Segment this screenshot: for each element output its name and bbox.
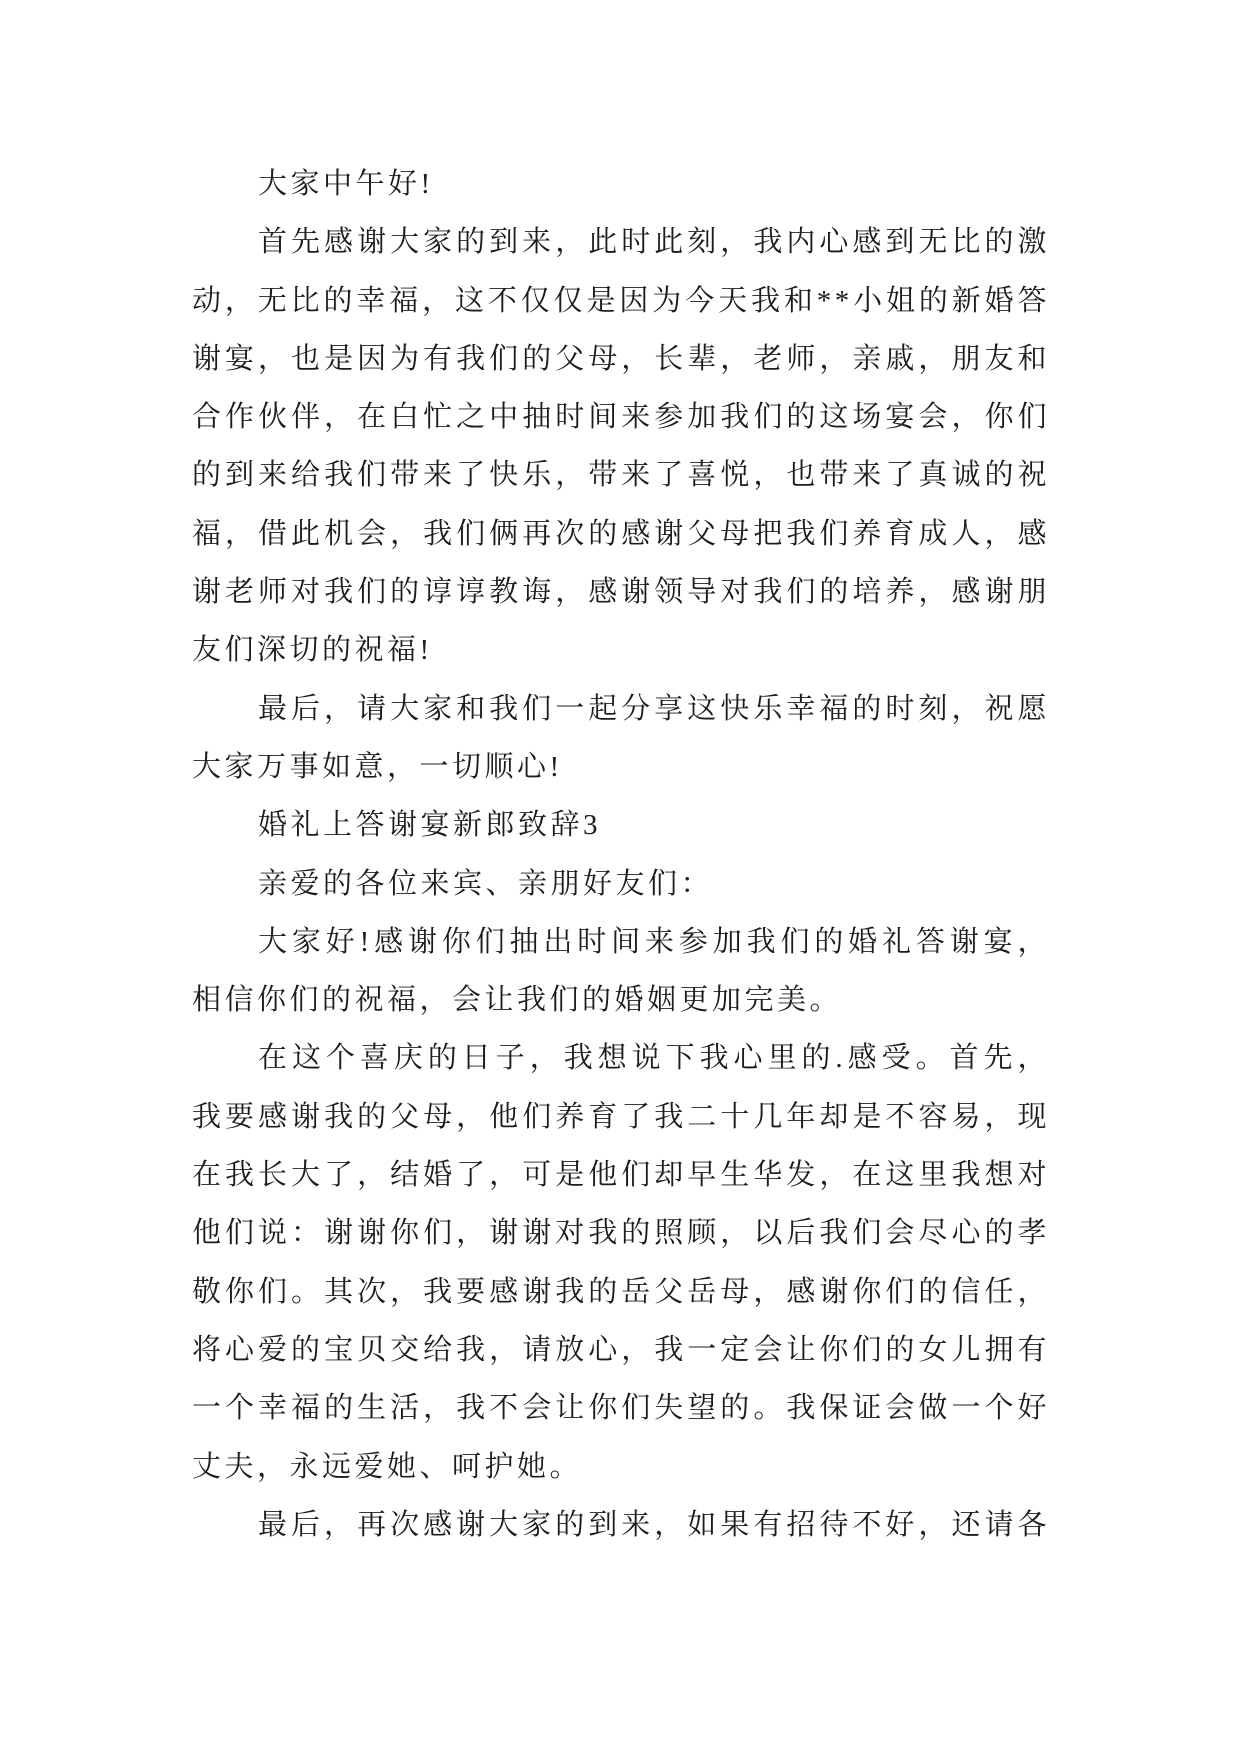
paragraph-line: 的到来给我们带来了快乐，带来了喜悦，也带来了真诚的祝 [192, 459, 1050, 492]
paragraph-line: 谢老师对我们的谆谆教诲，感谢领导对我们的培养，感谢朋 [192, 576, 1050, 609]
paragraph-line: 大家万事如意，一切顺心! [192, 750, 563, 783]
paragraph-line: 合作伙伴，在白忙之中抽时间来参加我们的这场宴会，你们 [192, 401, 1050, 434]
paragraph-line: 最后，请大家和我们一起分享这快乐幸福的时刻，祝愿 [258, 692, 1050, 725]
paragraph-line: 最后，再次感谢大家的到来，如果有招待不好，还请各 [258, 1508, 1050, 1541]
paragraph-line: 将心爱的宝贝交给我，请放心，我一定会让你们的女儿拥有 [192, 1333, 1050, 1366]
paragraph-line: 一个幸福的生活，我不会让你们失望的。我保证会做一个好 [192, 1392, 1050, 1425]
paragraph-greeting [192, 155, 1050, 213]
paragraph-welcome [192, 913, 1050, 1030]
paragraph-line: 亲爱的各位来宾、亲朋好友们： [258, 867, 714, 900]
paragraph-line: 在我长大了，结婚了，可是他们却早生华发，在这里我想对 [192, 1159, 1050, 1192]
paragraph-line: 在这个喜庆的日子，我想说下我心里的.感受。首先， [258, 1042, 1050, 1075]
section-heading [192, 796, 1050, 854]
paragraph-line: 友们深切的祝福! [192, 634, 433, 667]
paragraph-line: 大家好!感谢你们抽出时间来参加我们的婚礼答谢宴， [258, 925, 1050, 958]
paragraph-salutation [192, 855, 1050, 913]
paragraph-line: 他们说：谢谢你们，谢谢对我的照顾，以后我们会尽心的孝 [192, 1217, 1050, 1250]
paragraph-line: 首先感谢大家的到来，此时此刻，我内心感到无比的激 [258, 226, 1050, 259]
paragraph-line: 动，无比的幸福，这不仅仅是因为今天我和**小姐的新婚答 [192, 284, 1050, 317]
paragraph-line: 谢宴，也是因为有我们的父母，长辈，老师，亲戚，朋友和 [192, 342, 1050, 375]
paragraph-line: 相信你们的祝福，会让我们的婚姻更加完美。 [192, 984, 843, 1017]
paragraph-line: 丈夫，永远爱她、呵护她。 [192, 1450, 583, 1483]
paragraph-line: 我要感谢我的父母，他们养育了我二十几年却是不容易，现 [192, 1100, 1050, 1133]
heading-line: 婚礼上答谢宴新郎致辞3 [258, 809, 602, 842]
paragraph-thanks [192, 213, 1050, 679]
paragraph-closing [192, 680, 1050, 797]
paragraph-gratitude [192, 1029, 1050, 1495]
paragraph-line: 大家中午好! [258, 168, 434, 200]
paragraph-final [192, 1496, 1050, 1554]
paragraph-line: 福，借此机会，我们俩再次的感谢父母把我们养育成人，感 [192, 517, 1050, 550]
paragraph-line: 敬你们。其次，我要感谢我的岳父岳母，感谢你们的信任， [192, 1275, 1050, 1308]
document-body [192, 155, 1050, 1554]
